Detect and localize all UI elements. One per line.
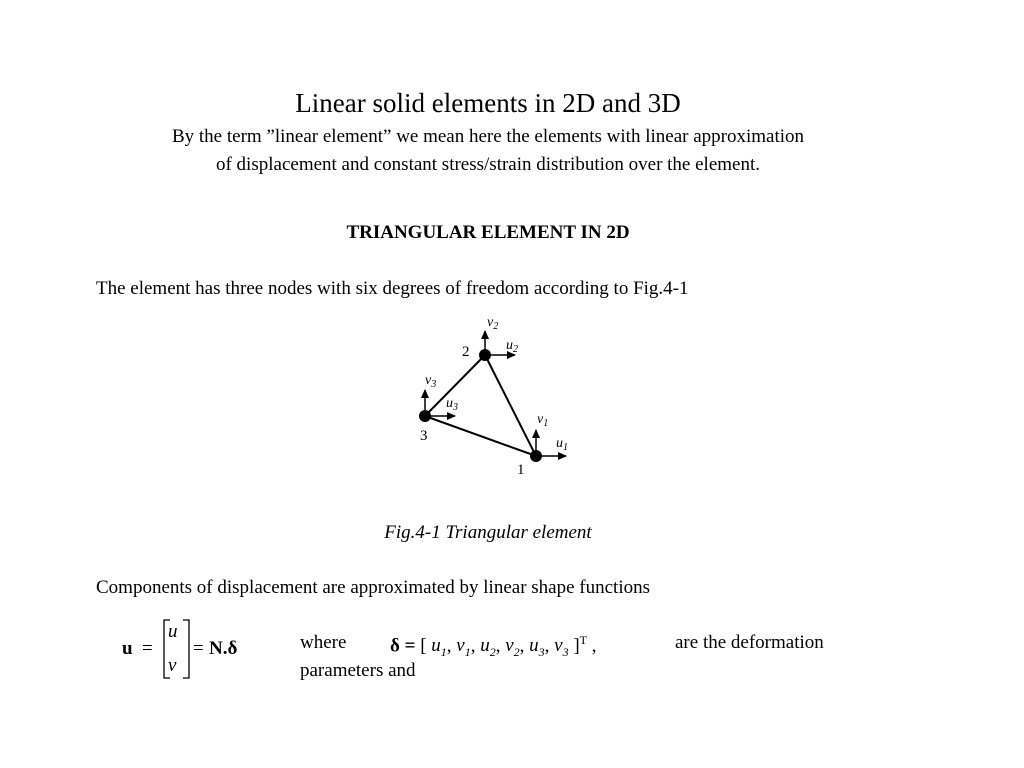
- delta-item-u1: $u_1$: [431, 635, 447, 660]
- label-u1: $u_1$: [556, 436, 568, 453]
- displacement-equation: [110, 616, 260, 682]
- node-1: [530, 450, 542, 462]
- paragraph-shape-functions: Components of displacement are approximated by linear shape functions: [96, 577, 651, 598]
- node-2: [479, 349, 491, 361]
- parameters-text: parameters and: [300, 660, 416, 681]
- delta-trailing-comma: ,: [591, 635, 597, 657]
- label-u3: $u_3$: [446, 396, 458, 413]
- transpose-mark: T: [579, 633, 588, 647]
- eq-equals-2: =: [193, 638, 204, 659]
- delta-definition: δ = [ $u_1$, $v_1$, $u_2$, $v_2$, $u_3$, $v_3$ ]$^T$ ,: [390, 633, 597, 660]
- intro-line-1: By the term ”linear element” we mean here the elements with linear approximation: [171, 126, 805, 147]
- eq-lhs: u: [122, 638, 133, 659]
- vector-bottom: v: [168, 655, 177, 676]
- delta-open-bracket: [: [420, 635, 427, 657]
- delta-item-u3: $u_3$: [529, 635, 545, 660]
- node-label-3: 3: [420, 428, 428, 444]
- node-label-1: 1: [517, 462, 525, 478]
- label-v1: $v_1$: [537, 412, 549, 429]
- eq-rhs: N.δ: [209, 638, 238, 659]
- vector-bracket-right: [183, 620, 189, 678]
- eq-equals-1: =: [142, 638, 153, 659]
- where-text: where: [300, 632, 347, 653]
- delta-close-bracket: ]: [573, 635, 580, 657]
- delta-lhs: δ =: [390, 635, 416, 657]
- deformation-text: are the deformation: [675, 632, 824, 653]
- delta-item-v1: $v_1$: [456, 635, 471, 660]
- label-u2: $u_2$: [506, 338, 518, 355]
- node-3: [419, 410, 431, 422]
- node-label-2: 2: [462, 344, 470, 360]
- paragraph-nodes: The element has three nodes with six degrees of freedom according to Fig.4-1: [96, 278, 689, 299]
- vector-top: u: [168, 621, 178, 642]
- page-title: Linear solid elements in 2D and 3D: [295, 88, 681, 118]
- delta-item-v2: $v_2$: [505, 635, 520, 660]
- figure-caption: Fig.4-1 Triangular element: [384, 522, 592, 543]
- delta-item-v3: $v_3$: [554, 635, 569, 660]
- intro-line-2: of displacement and constant stress/strain distribution over the element.: [215, 154, 760, 175]
- label-v3: $v_3$: [425, 373, 437, 390]
- delta-item-u2: $u_2$: [480, 635, 496, 660]
- section-heading: TRIANGULAR ELEMENT IN 2D: [346, 222, 630, 243]
- label-v2: $v_2$: [487, 315, 499, 332]
